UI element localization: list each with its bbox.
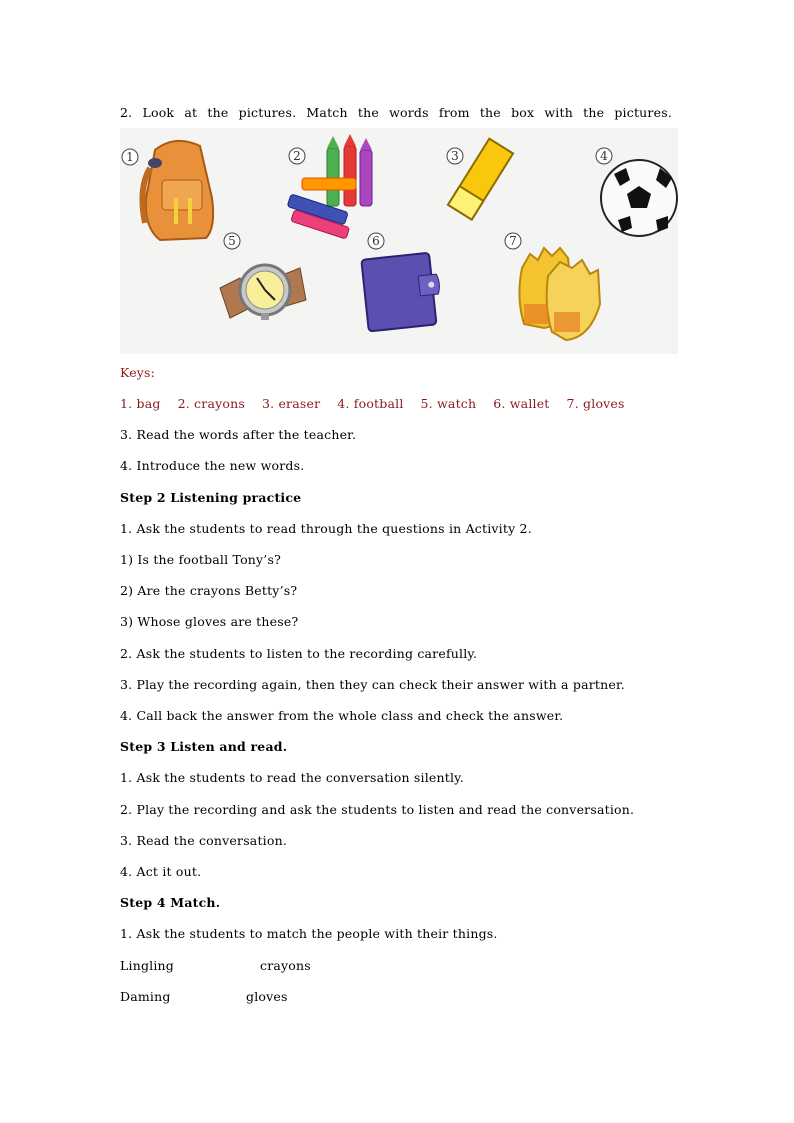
match-thing: crayons bbox=[260, 958, 311, 973]
step2-line: 2. Ask the students to listen to the recording carefully. bbox=[120, 646, 478, 661]
pictures-illustration bbox=[120, 128, 678, 354]
instruction-line: 3. Read the words after the teacher. bbox=[120, 427, 357, 442]
picture-number-6: 6 bbox=[372, 234, 380, 248]
picture-number-4: 4 bbox=[600, 149, 608, 163]
picture-number-1: 1 bbox=[126, 150, 134, 164]
keys-label: Keys: bbox=[120, 365, 156, 380]
key-item: 3. eraser bbox=[261, 396, 321, 411]
step3-line: 3. Read the conversation. bbox=[120, 833, 288, 848]
step2-heading: Step 2 Listening practice bbox=[120, 490, 302, 505]
picture-number-2: 2 bbox=[293, 149, 301, 163]
wallet-picture bbox=[361, 233, 443, 331]
eraser-picture bbox=[447, 139, 513, 220]
key-item: 4. football bbox=[337, 396, 404, 411]
crayons-picture bbox=[283, 134, 372, 239]
step3-line: 1. Ask the students to read the conversation silently. bbox=[120, 770, 464, 785]
key-item: 6. wallet bbox=[493, 396, 550, 411]
step2-line: 3. Play the recording again, then they can check their answer with a partner. bbox=[120, 677, 625, 692]
instruction-line: 4. Introduce the new words. bbox=[120, 458, 305, 473]
picture-number-7: 7 bbox=[509, 234, 517, 248]
activity-title: 2. Look at the pictures. Match the words from the box with the pictures. bbox=[120, 105, 672, 120]
key-item: 5. watch bbox=[420, 396, 477, 411]
football-picture bbox=[596, 148, 677, 236]
step2-line: 4. Call back the answer from the whole class and check the answer. bbox=[120, 708, 564, 723]
step3-line: 2. Play the recording and ask the students to listen and read the conversation. bbox=[120, 802, 635, 817]
key-item: 7. gloves bbox=[566, 396, 625, 411]
key-item: 2. crayons bbox=[177, 396, 245, 411]
step2-line: 1) Is the football Tony’s? bbox=[120, 552, 281, 567]
step2-line: 1. Ask the students to read through the questions in Activity 2. bbox=[120, 521, 532, 536]
step3-heading: Step 3 Listen and read. bbox=[120, 739, 288, 754]
match-person: Daming bbox=[120, 989, 171, 1004]
match-thing: gloves bbox=[246, 989, 288, 1004]
step4-heading: Step 4 Match. bbox=[120, 895, 221, 910]
picture-number-5: 5 bbox=[228, 234, 236, 248]
step2-line: 2) Are the crayons Betty’s? bbox=[120, 583, 298, 598]
keys-list bbox=[120, 396, 625, 412]
step2-line: 3) Whose gloves are these? bbox=[120, 614, 299, 629]
gloves-picture bbox=[505, 233, 600, 340]
watch-picture bbox=[220, 233, 306, 320]
key-item: 1. bag bbox=[120, 396, 161, 411]
bag-picture bbox=[122, 141, 213, 240]
step4-line: 1. Ask the students to match the people with their things. bbox=[120, 926, 498, 941]
step3-line: 4. Act it out. bbox=[120, 864, 202, 879]
picture-number-3: 3 bbox=[451, 149, 459, 163]
pictures-panel bbox=[120, 128, 678, 354]
match-person: Lingling bbox=[120, 958, 174, 973]
